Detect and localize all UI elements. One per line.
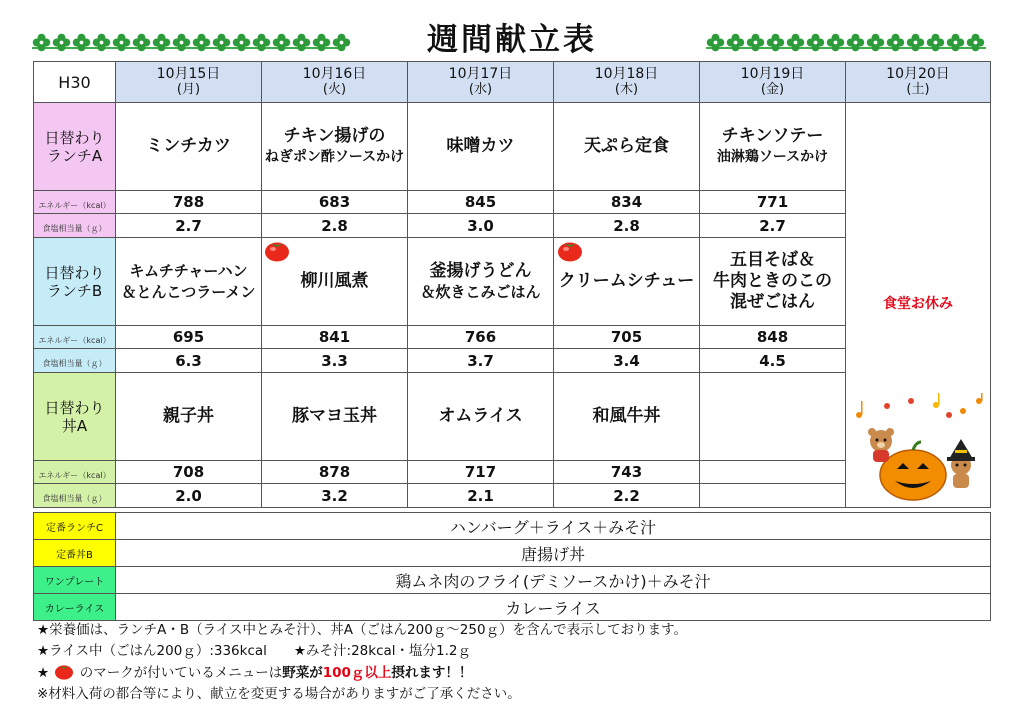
clover-icon (746, 33, 765, 52)
closed-notice: 食堂お休み (883, 296, 953, 312)
note-bold-end: 摂れます！！ (391, 665, 473, 681)
dish-name: 柳川風煮 (300, 271, 369, 291)
energy-value: 878 (262, 461, 408, 484)
notes-section (37, 620, 1017, 705)
energy-value: 695 (116, 326, 262, 349)
salt-label-text: 食塩相当量（ｇ） (42, 494, 107, 503)
energy-value: 743 (554, 461, 700, 484)
energy-value: 788 (116, 191, 262, 214)
clover-icon (172, 33, 191, 52)
day-header (408, 62, 554, 103)
note-rice-miso (37, 641, 1017, 662)
dish-cell (262, 373, 408, 461)
clover-icon (152, 33, 171, 52)
energy-value: 841 (262, 326, 408, 349)
note-highlight: 100ｇ以上 (322, 665, 392, 681)
day-header (262, 62, 408, 103)
dish-name: 天ぷら定食 (584, 136, 669, 156)
note-vegetable (37, 662, 1017, 684)
fixed-value: 唐揚げ丼 (116, 540, 991, 567)
clover-border-right (706, 30, 986, 54)
day-of-week: (金) (760, 82, 785, 97)
dish-cell (116, 238, 262, 326)
salt-value: 6.3 (116, 349, 262, 373)
clover-icon (332, 33, 351, 52)
clover-icon (132, 33, 151, 52)
note-star: ★ (37, 665, 50, 681)
note-nutrition: ★栄養価は、ランチA・B（ライス中とみそ汁）、丼A（ごはん200ｇ～250ｇ）を含んで表示しております。 (37, 622, 687, 638)
fixed-label: ワンプレート (34, 567, 116, 594)
clover-icon (252, 33, 271, 52)
dish-name: ＆炊きこみごはん (420, 282, 541, 301)
lunch-a-dish-row (34, 103, 991, 191)
energy-label (34, 191, 116, 214)
dish-subname: 油淋鶏ソースかけ (716, 148, 829, 165)
tomato-icon (264, 238, 290, 262)
bear-right (947, 439, 975, 488)
clover-icon (906, 33, 925, 52)
day-date: 10月18日 (594, 66, 659, 82)
dish-name: 釜揚げうどん (429, 260, 532, 281)
clover-border-left (32, 30, 352, 54)
energy-label-text: エネルギー（kcal） (38, 200, 111, 210)
dish-name: 牛肉ときのこの (713, 271, 832, 291)
tomato-icon (557, 238, 583, 262)
fixed-value: カレーライス (116, 594, 991, 621)
clover-icon (806, 33, 825, 52)
dish-name: 豚マヨ玉丼 (292, 406, 377, 426)
salt-value: 2.7 (700, 214, 846, 238)
energy-label (34, 326, 116, 349)
label-line: 丼A (61, 416, 88, 435)
dish-subname: ねぎポン酢ソースかけ (264, 148, 405, 165)
day-of-week: (月) (176, 82, 201, 97)
saturday-closed-cell (846, 103, 991, 508)
fixed-row (34, 594, 991, 621)
year-label: H30 (34, 62, 116, 103)
salt-label (34, 484, 116, 508)
dish-name: 味噌カツ (446, 136, 515, 156)
salt-label (34, 349, 116, 373)
dish-name: オムライス (438, 406, 523, 426)
day-date: 10月15日 (156, 66, 221, 82)
label-line: ランチB (46, 281, 103, 300)
clover-icon (946, 33, 965, 52)
page-title: 週間献立表 (427, 22, 597, 58)
salt-value: 2.8 (554, 214, 700, 238)
salt-value: 2.2 (554, 484, 700, 508)
clover-icon (866, 33, 885, 52)
dish-cell (700, 373, 846, 461)
music-notes-icon (856, 393, 983, 418)
fixed-menu-table (33, 512, 991, 621)
dish-name: キムチチャーハン (129, 261, 248, 280)
energy-value: 717 (408, 461, 554, 484)
salt-value: 3.4 (554, 349, 700, 373)
dish-name: チキン揚げの (283, 125, 386, 146)
fixed-row (34, 567, 991, 594)
energy-value: 708 (116, 461, 262, 484)
day-header (700, 62, 846, 103)
clover-icon (52, 33, 71, 52)
clover-icon (212, 33, 231, 52)
salt-value: 2.1 (408, 484, 554, 508)
dish-cell (116, 373, 262, 461)
dish-cell (116, 103, 262, 191)
label-line: ランチA (46, 146, 103, 165)
clover-icon (232, 33, 251, 52)
dish-name: 五目そば＆ (730, 250, 815, 270)
fixed-label: カレーライス (34, 594, 116, 621)
salt-label (34, 214, 116, 238)
day-header (554, 62, 700, 103)
note-rice: ★ライス中（ごはん200ｇ）:336kcal (37, 643, 267, 659)
energy-value (700, 461, 846, 484)
day-of-week: (土) (906, 82, 930, 97)
dish-cell (700, 103, 846, 191)
clover-icon (112, 33, 131, 52)
energy-label-text: エネルギー（kcal） (38, 335, 111, 345)
dish-cell (408, 373, 554, 461)
clover-icon (72, 33, 91, 52)
clover-icon (966, 33, 985, 52)
fixed-row (34, 513, 991, 540)
note-miso: ★みそ汁:28kcal・塩分1.2ｇ (293, 643, 471, 659)
fixed-value: ハンバーグ＋ライス＋みそ汁 (116, 513, 991, 540)
weekly-menu-table (33, 61, 991, 508)
dish-cell (408, 103, 554, 191)
clover-icon (726, 33, 745, 52)
header-row (34, 62, 991, 103)
note-bold: 野菜が (282, 665, 323, 681)
energy-value: 683 (262, 191, 408, 214)
dish-cell (700, 238, 846, 326)
note-text: のマークが付いているメニューは (79, 665, 283, 681)
dish-name: 親子丼 (163, 406, 214, 426)
energy-label (34, 461, 116, 484)
dish-name: 和風牛丼 (592, 406, 661, 426)
lunch-a-label (34, 103, 116, 191)
salt-value: 3.0 (408, 214, 554, 238)
day-of-week: (火) (322, 82, 347, 97)
dish-name: チキンソテー (721, 125, 824, 146)
don-a-label (34, 373, 116, 461)
fixed-value: 鶏ムネ肉のフライ(デミソースかけ)＋みそ汁 (116, 567, 991, 594)
day-header (846, 62, 991, 103)
clover-icon (926, 33, 945, 52)
salt-label-text: 食塩相当量（ｇ） (42, 359, 107, 368)
clover-icon (92, 33, 111, 52)
day-date: 10月20日 (886, 66, 950, 82)
clover-icon (766, 33, 785, 52)
clover-icon (192, 33, 211, 52)
dish-cell (408, 238, 554, 326)
label-line: 日替わり (44, 128, 105, 147)
salt-value: 2.8 (262, 214, 408, 238)
energy-value: 845 (408, 191, 554, 214)
energy-label-text: エネルギー（kcal） (38, 470, 111, 480)
clover-icon (312, 33, 331, 52)
label-line: 日替わり (44, 263, 105, 282)
dish-name: ＆とんこつラーメン (121, 282, 256, 301)
salt-value: 3.7 (408, 349, 554, 373)
salt-value: 2.7 (116, 214, 262, 238)
fixed-row (34, 540, 991, 567)
salt-value: 3.2 (262, 484, 408, 508)
clover-icon (846, 33, 865, 52)
energy-value: 705 (554, 326, 700, 349)
dish-cell (554, 373, 700, 461)
clover-icon (706, 33, 725, 52)
dish-name: クリームシチュー (558, 271, 695, 291)
day-of-week: (水) (468, 82, 493, 97)
day-date: 10月19日 (740, 66, 805, 82)
day-date: 10月17日 (448, 66, 513, 82)
energy-value: 771 (700, 191, 846, 214)
lunch-b-label (34, 238, 116, 326)
salt-value (700, 484, 846, 508)
salt-value: 3.3 (262, 349, 408, 373)
dish-name: 混ぜごはん (730, 292, 815, 312)
clover-icon (826, 33, 845, 52)
energy-value: 848 (700, 326, 846, 349)
day-date: 10月16日 (302, 66, 367, 82)
energy-value: 766 (408, 326, 554, 349)
dish-cell (262, 103, 408, 191)
clover-icon (272, 33, 291, 52)
note-disclaimer: ※材料入荷の都合等により、献立を変更する場合がありますがご了承ください。 (37, 686, 521, 702)
day-header (116, 62, 262, 103)
clover-icon (786, 33, 805, 52)
fixed-label: 定番ランチC (34, 513, 116, 540)
salt-label-text: 食塩相当量（ｇ） (42, 224, 107, 233)
tomato-icon (53, 662, 75, 680)
energy-value: 834 (554, 191, 700, 214)
dish-name: ミンチカツ (146, 136, 231, 156)
salt-value: 2.0 (116, 484, 262, 508)
day-of-week: (木) (614, 82, 639, 97)
halloween-bears-illustration (851, 393, 991, 503)
fixed-label: 定番丼B (34, 540, 116, 567)
clover-icon (292, 33, 311, 52)
dish-cell (554, 103, 700, 191)
salt-value: 4.5 (700, 349, 846, 373)
clover-icon (886, 33, 905, 52)
clover-icon (32, 33, 51, 52)
label-line: 日替わり (44, 398, 105, 417)
